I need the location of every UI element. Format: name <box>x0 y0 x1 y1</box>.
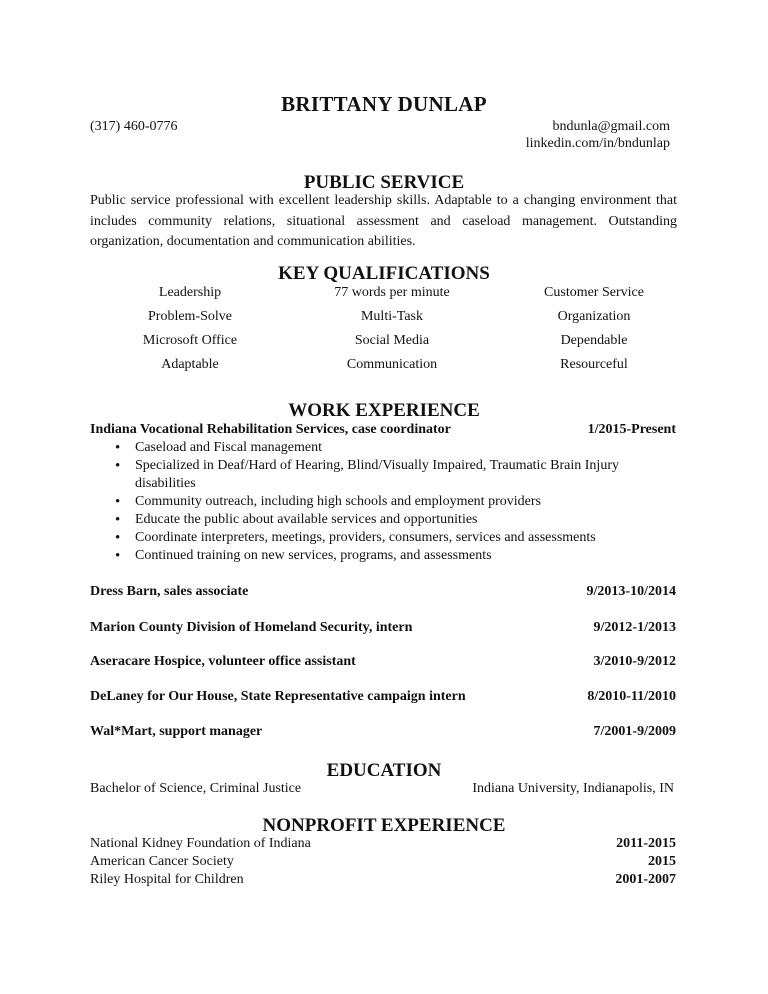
list-item: • Coordinate interpreters, meetings, providers, consumers, services and assessments <box>115 529 675 547</box>
nonprofit-org: Riley Hospital for Children <box>90 872 244 887</box>
candidate-name: BRITTANY DUNLAP <box>281 92 487 116</box>
qualification-item: Dependable <box>560 333 628 348</box>
qualification-item: Resourceful <box>560 357 628 372</box>
qualification-item: Customer Service <box>544 285 644 300</box>
qualification-item: Microsoft Office <box>142 333 238 348</box>
section-heading-education: EDUCATION <box>326 760 442 781</box>
list-item: • Caseload and Fiscal management <box>115 439 675 457</box>
school: Indiana University, Indianapolis, IN <box>472 781 674 796</box>
nonprofit-years: 2015 <box>648 854 676 869</box>
job-dates: 9/2013-10/2014 <box>586 584 676 599</box>
qualification-item: Organization <box>557 309 631 324</box>
list-item: • Specialized in Deaf/Hard of Hearing, Blind/Visually Impaired, Traumatic Brain Injury disabilities <box>115 457 675 493</box>
degree: Bachelor of Science, Criminal Justice <box>90 781 302 796</box>
qualification-item: Social Media <box>354 333 430 348</box>
job-dates: 7/2001-9/2009 <box>593 724 676 739</box>
qualification-item: Leadership <box>158 285 222 300</box>
qualification-item: Communication <box>346 357 438 372</box>
summary-paragraph: Public service professional with excellent leadership skills. Adaptable to a changing environment that includes community relations, situational assessment and caseload management. Outstanding organization, documentation and communication abilities. <box>90 193 677 249</box>
list-item: • Continued training on new services, programs, and assessments <box>115 547 675 565</box>
phone-number: (317) 460-0776 <box>90 119 178 134</box>
section-heading-nonprofit-experience: NONPROFIT EXPERIENCE <box>262 815 506 836</box>
job-dates: 8/2010-11/2010 <box>587 689 676 704</box>
email-address: bndunla@gmail.com <box>552 119 670 134</box>
section-heading-key-qualifications: KEY QUALIFICATIONS <box>278 263 490 284</box>
job-title: Marion County Division of Homeland Security, intern <box>90 620 413 635</box>
job-dates: 3/2010-9/2012 <box>593 654 676 669</box>
job-duties-list <box>115 439 675 565</box>
section-heading-work-experience: WORK EXPERIENCE <box>288 400 480 421</box>
nonprofit-years: 2011-2015 <box>616 836 676 851</box>
job-dates: 1/2015-Present <box>587 422 676 437</box>
job-title: Indiana Vocational Rehabilitation Services, case coordinator <box>90 422 451 437</box>
nonprofit-years: 2001-2007 <box>615 872 676 887</box>
qualification-item: Multi-Task <box>360 309 423 324</box>
qualification-item: Problem-Solve <box>148 309 232 324</box>
list-item: • Community outreach, including high schools and employment providers <box>115 493 675 511</box>
qualification-item: 77 words per minute <box>334 285 450 300</box>
nonprofit-org: National Kidney Foundation of Indiana <box>90 836 311 851</box>
list-item: • Educate the public about available services and opportunities <box>115 511 675 529</box>
section-heading-public-service: PUBLIC SERVICE <box>303 172 465 193</box>
job-dates: 9/2012-1/2013 <box>593 620 676 635</box>
job-title: Dress Barn, sales associate <box>90 584 249 599</box>
linkedin-url: linkedin.com/in/bndunlap <box>525 136 670 151</box>
job-title: Aseracare Hospice, volunteer office assistant <box>90 654 356 669</box>
job-title: Wal*Mart, support manager <box>90 724 263 739</box>
nonprofit-org: American Cancer Society <box>90 854 234 869</box>
job-title: DeLaney for Our House, State Representative campaign intern <box>90 689 466 704</box>
qualification-item: Adaptable <box>161 357 219 372</box>
